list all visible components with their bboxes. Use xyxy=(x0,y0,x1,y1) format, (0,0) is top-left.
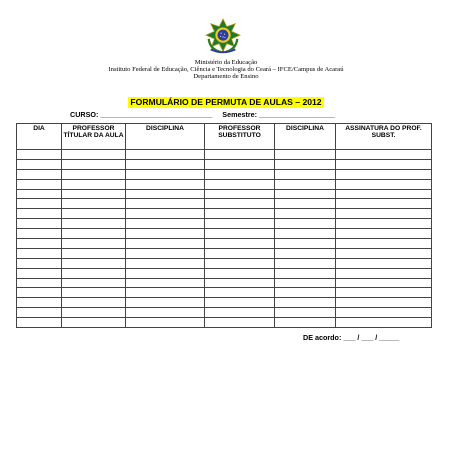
table-row xyxy=(17,308,432,318)
table-cell[interactable] xyxy=(275,189,336,199)
table-cell[interactable] xyxy=(205,268,275,278)
column-header-dia: DIA xyxy=(17,124,62,150)
table-cell[interactable] xyxy=(17,229,62,239)
table-cell[interactable] xyxy=(126,189,205,199)
table-cell[interactable] xyxy=(17,159,62,169)
table-row xyxy=(17,219,432,229)
table-cell[interactable] xyxy=(336,288,432,298)
column-header-professor-titular: PROFESSOR TÍTULAR DA AULA xyxy=(62,124,126,150)
table-cell[interactable] xyxy=(336,239,432,249)
table-cell[interactable] xyxy=(17,248,62,258)
table-header-row xyxy=(17,124,432,150)
institute-name: Instituto Federal de Educação, Ciência e Tecnologia do Ceará – IFCE/Campus de Acaraú xyxy=(108,66,344,73)
column-header-disciplina-2: DISCIPLINA xyxy=(275,124,336,150)
table-cell[interactable] xyxy=(275,278,336,288)
table-cell[interactable] xyxy=(336,209,432,219)
table-cell[interactable] xyxy=(275,308,336,318)
table-cell[interactable] xyxy=(126,179,205,189)
table-cell[interactable] xyxy=(62,318,126,328)
table-cell[interactable] xyxy=(275,179,336,189)
table-cell[interactable] xyxy=(275,298,336,308)
table-row xyxy=(17,199,432,209)
column-header-disciplina: DISCIPLINA xyxy=(126,124,205,150)
table-row xyxy=(17,318,432,328)
table-cell[interactable] xyxy=(275,268,336,278)
form-title xyxy=(0,92,452,110)
table-cell[interactable] xyxy=(205,219,275,229)
table-cell[interactable] xyxy=(336,308,432,318)
table-cell[interactable] xyxy=(336,258,432,268)
table-row xyxy=(17,229,432,239)
table-cell[interactable] xyxy=(126,159,205,169)
table-cell[interactable] xyxy=(62,219,126,229)
table-cell[interactable] xyxy=(62,258,126,268)
table-cell[interactable] xyxy=(205,248,275,258)
table-cell[interactable] xyxy=(126,209,205,219)
table-row xyxy=(17,248,432,258)
department-name: Departamento de Ensino xyxy=(193,73,259,80)
table-cell[interactable] xyxy=(205,298,275,308)
table-cell[interactable] xyxy=(275,288,336,298)
table-cell[interactable] xyxy=(205,308,275,318)
table-cell[interactable] xyxy=(336,150,432,160)
table-cell[interactable] xyxy=(336,248,432,258)
table-cell[interactable] xyxy=(205,209,275,219)
table-cell[interactable] xyxy=(275,199,336,209)
table-cell[interactable] xyxy=(62,248,126,258)
table-cell[interactable] xyxy=(336,318,432,328)
table-cell[interactable] xyxy=(205,318,275,328)
table-cell[interactable] xyxy=(62,209,126,219)
table-cell[interactable] xyxy=(275,229,336,239)
table-cell[interactable] xyxy=(126,298,205,308)
table-cell[interactable] xyxy=(205,278,275,288)
permuta-table xyxy=(16,123,432,328)
ministry-name: Ministério da Educação xyxy=(194,59,258,66)
table-cell[interactable] xyxy=(17,199,62,209)
table-cell[interactable] xyxy=(336,298,432,308)
table-row xyxy=(17,150,432,160)
table-cell[interactable] xyxy=(62,189,126,199)
table-cell[interactable] xyxy=(275,150,336,160)
table-cell[interactable] xyxy=(126,318,205,328)
table-row xyxy=(17,179,432,189)
form-title-text: FORMULÁRIO DE PERMUTA DE AULAS – 2012 xyxy=(130,97,322,107)
table-cell[interactable] xyxy=(205,258,275,268)
table-cell[interactable] xyxy=(126,239,205,249)
table-cell[interactable] xyxy=(17,288,62,298)
table-cell[interactable] xyxy=(62,179,126,189)
table-cell[interactable] xyxy=(275,239,336,249)
table-row xyxy=(17,239,432,249)
table-cell[interactable] xyxy=(126,169,205,179)
table-row xyxy=(17,258,432,268)
table-cell[interactable] xyxy=(336,229,432,239)
table-cell[interactable] xyxy=(62,308,126,318)
semestre-field[interactable]: Semestre: ___________________ xyxy=(222,110,335,119)
table-cell[interactable] xyxy=(336,159,432,169)
course-semester-line xyxy=(70,110,335,120)
table-cell[interactable] xyxy=(126,308,205,318)
table-cell[interactable] xyxy=(126,248,205,258)
table-cell[interactable] xyxy=(336,199,432,209)
table-cell[interactable] xyxy=(126,258,205,268)
table-cell[interactable] xyxy=(17,209,62,219)
table-cell[interactable] xyxy=(17,308,62,318)
table-cell[interactable] xyxy=(275,169,336,179)
table-cell[interactable] xyxy=(275,219,336,229)
table-cell[interactable] xyxy=(62,159,126,169)
table-row xyxy=(17,298,432,308)
table-cell[interactable] xyxy=(62,199,126,209)
column-header-assinatura: ASSINATURA DO PROF. SUBST. xyxy=(336,124,432,150)
table-cell[interactable] xyxy=(275,209,336,219)
table-row xyxy=(17,159,432,169)
table-cell[interactable] xyxy=(275,248,336,258)
table-cell[interactable] xyxy=(17,219,62,229)
table-cell[interactable] xyxy=(62,229,126,239)
table-cell[interactable] xyxy=(205,169,275,179)
table-cell[interactable] xyxy=(17,278,62,288)
curso-field[interactable]: CURSO: ____________________________ xyxy=(70,110,213,119)
table-cell[interactable] xyxy=(17,298,62,308)
table-cell[interactable] xyxy=(336,219,432,229)
table-cell[interactable] xyxy=(126,288,205,298)
table-cell[interactable] xyxy=(17,179,62,189)
table-row xyxy=(17,268,432,278)
brazil-coat-of-arms-icon xyxy=(204,18,242,56)
table-cell[interactable] xyxy=(205,150,275,160)
table-cell[interactable] xyxy=(62,288,126,298)
table-cell[interactable] xyxy=(336,278,432,288)
table-cell[interactable] xyxy=(205,199,275,209)
table-cell[interactable] xyxy=(336,268,432,278)
table-cell[interactable] xyxy=(336,189,432,199)
table-cell[interactable] xyxy=(205,179,275,189)
table-cell[interactable] xyxy=(126,268,205,278)
table-cell[interactable] xyxy=(126,150,205,160)
table-cell[interactable] xyxy=(17,150,62,160)
table-cell[interactable] xyxy=(336,179,432,189)
table-cell[interactable] xyxy=(62,298,126,308)
agreement-date-line: DE acordo: ___ / ___ / _____ xyxy=(303,333,400,342)
table-cell[interactable] xyxy=(17,239,62,249)
table-cell[interactable] xyxy=(275,318,336,328)
table-cell[interactable] xyxy=(275,159,336,169)
table-row xyxy=(17,189,432,199)
table-cell[interactable] xyxy=(275,258,336,268)
table-row xyxy=(17,209,432,219)
table-cell[interactable] xyxy=(62,150,126,160)
table-row xyxy=(17,288,432,298)
table-cell[interactable] xyxy=(126,199,205,209)
table-cell[interactable] xyxy=(205,189,275,199)
table-cell[interactable] xyxy=(205,229,275,239)
table-cell[interactable] xyxy=(126,219,205,229)
table-row xyxy=(17,278,432,288)
table-cell[interactable] xyxy=(62,278,126,288)
table-cell[interactable] xyxy=(62,268,126,278)
table-cell[interactable] xyxy=(205,159,275,169)
table-cell[interactable] xyxy=(336,169,432,179)
table-cell[interactable] xyxy=(17,258,62,268)
table-cell[interactable] xyxy=(62,169,126,179)
table-cell[interactable] xyxy=(17,189,62,199)
table-cell[interactable] xyxy=(17,318,62,328)
table-cell[interactable] xyxy=(126,229,205,239)
column-header-professor-substituto: PROFESSOR SUBSTITUTO xyxy=(205,124,275,150)
table-cell[interactable] xyxy=(205,239,275,249)
table-row xyxy=(17,169,432,179)
table-cell[interactable] xyxy=(62,239,126,249)
table-cell[interactable] xyxy=(205,288,275,298)
table-cell[interactable] xyxy=(17,268,62,278)
table-cell[interactable] xyxy=(126,278,205,288)
table-cell[interactable] xyxy=(17,169,62,179)
